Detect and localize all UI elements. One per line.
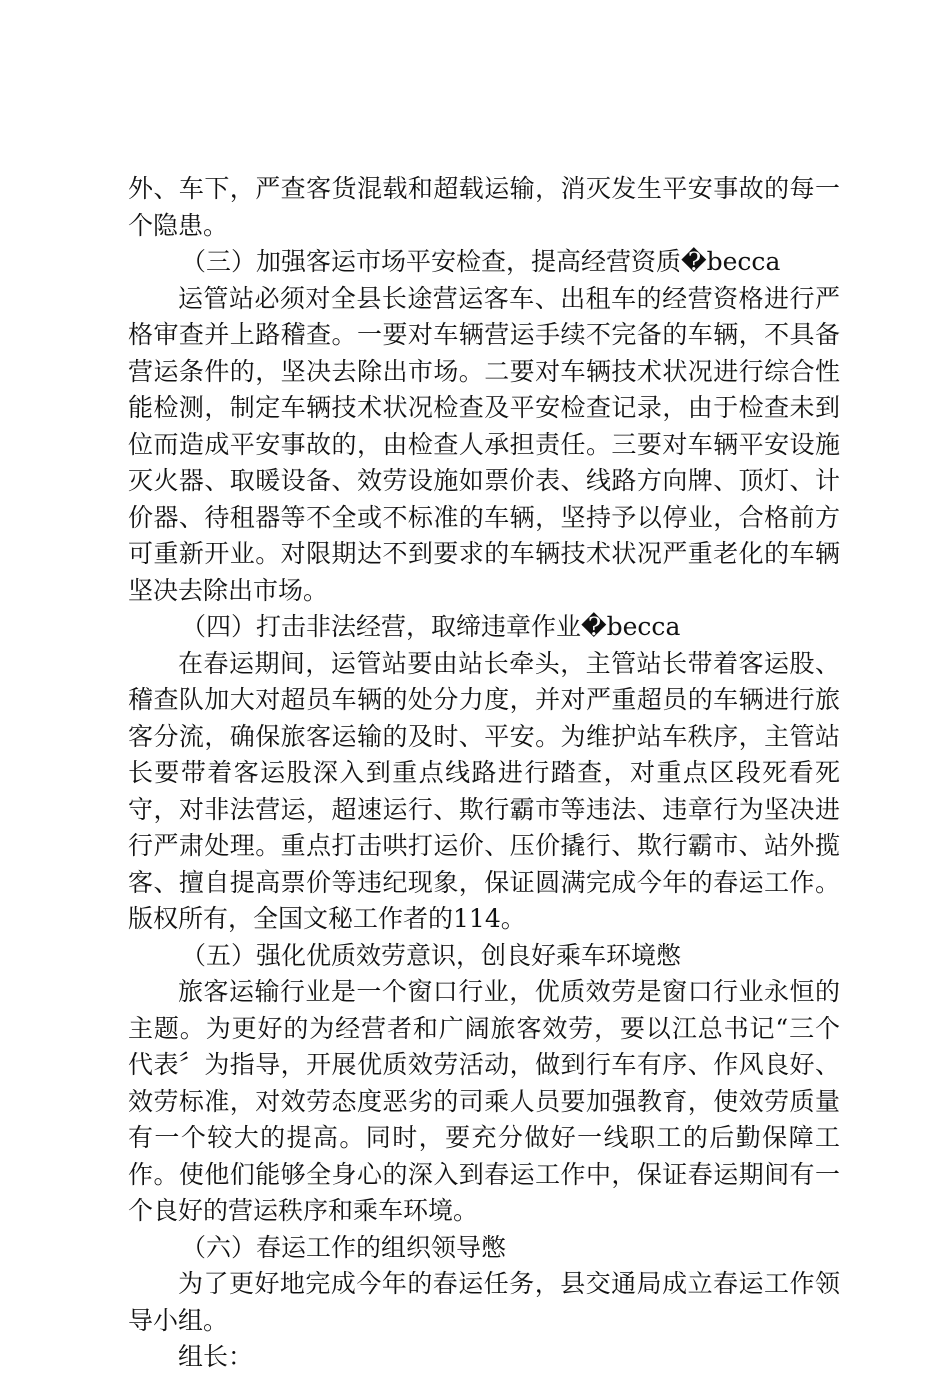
- paragraph-section-4: 在春运期间，运管站要由站长牵头，主管站长带着客运股、稽查队加大对超员车辆的处分力度，并对严重超员的车辆进行旅客分流，确保旅客运输的及时、平安。为维护站车秩序，主管站长要带着客运股深入到重点线路进行踏查，对重点区段死看死守，对非法营运，超速运行、欺行霸市等违法、违章行为坚决进行严肃处理。重点打击哄打运价、压价撬行、欺行霸市、站外揽客、擅自提高票价等违纪现象，保证圆满完成今年的春运工作。版权所有，全国文秘工作者的114。: [128, 648, 840, 933]
- document-body: [128, 171, 840, 1376]
- paragraph-section-5: 旅客运输行业是一个窗口行业，优质效劳是窗口行业永恒的主题。为更好的为经营者和广阔旅客效劳，要以江总书记“三个代表〞为指导，开展优质效劳活动，做到行车有序、作风良好、效劳标准，对效劳态度恶劣的司乘人员要加强教育，使效劳质量有一个较大的提高。同时，要充分做好一线职工的后勤保障工作。使他们能够全身心的深入到春运工作中，保证春运期间有一个良好的营运秩序和乘车环境。: [128, 977, 840, 1225]
- section-heading-5: （五）强化优质效劳意识，创良好乘车环境憋: [181, 940, 682, 970]
- paragraph-section-3: 运管站必须对全县长途营运客车、出租车的经营资格进行严格审查并上路稽查。一要对车辆营运手续不完备的车辆，不具备营运条件的，坚决去除出市场。二要对车辆技术状况进行综合性能检测，制定车辆技术状况检查及平安检查记录，由于检查未到位而造成平安事故的，由检查人承担责任。三要对车辆平安设施灭火器、取暖设备、效劳设施如票价表、线路方向牌、顶灯、计价器、待租器等不全或不标准的车辆，坚持予以停业，合格前方可重新开业。对限期达不到要求的车辆技术状况严重老化的车辆坚决去除出市场。: [128, 283, 840, 605]
- paragraph-continued: 外、车下，严查客货混载和超载运输，消灭发生平安事故的每一个隐患。: [128, 174, 840, 240]
- section-heading-4: （四）打击非法经营，取缔违章作业�becca: [181, 612, 681, 641]
- section-heading-6: （六）春运工作的组织领导憋: [181, 1232, 507, 1262]
- paragraph-leader-label: 组长：: [178, 1342, 254, 1371]
- paragraph-section-6: 为了更好地完成今年的春运任务，县交通局成立春运工作领导小组。: [128, 1269, 840, 1335]
- section-heading-3: （三）加强客运市场平安检查，提高经营资质�becca: [181, 247, 781, 276]
